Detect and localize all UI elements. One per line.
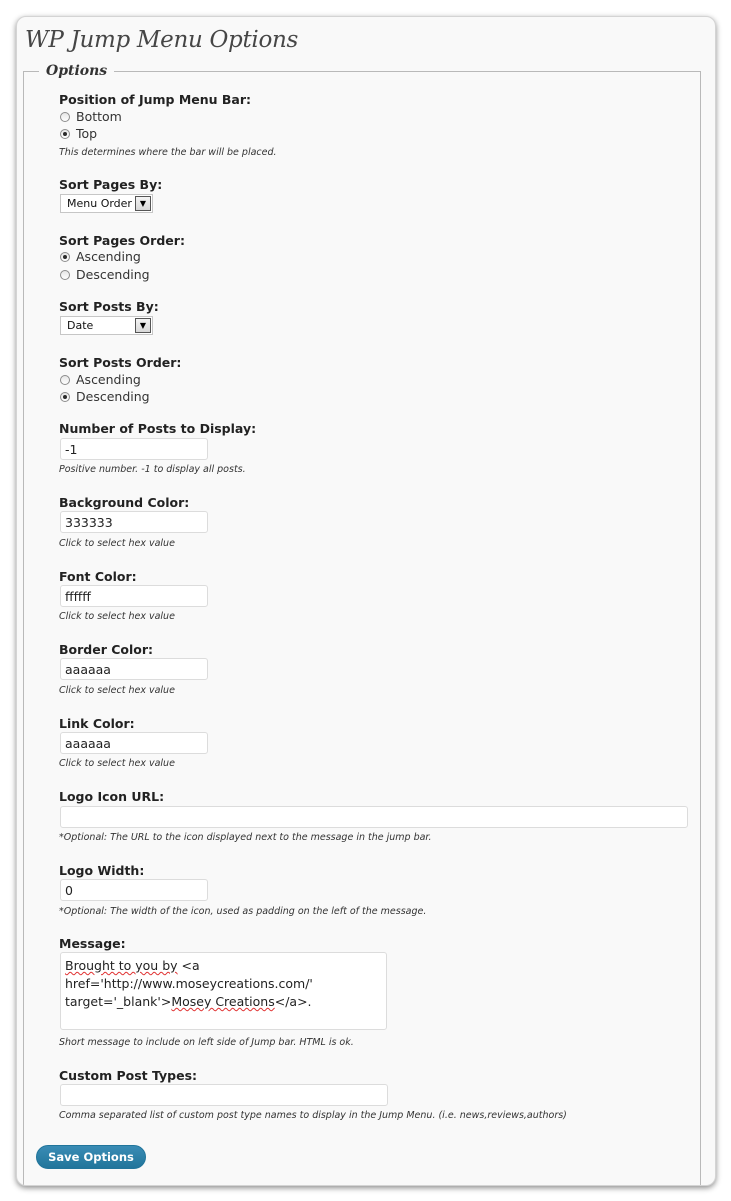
radio-button[interactable] — [60, 392, 70, 402]
border-color-label: Border Color: — [59, 642, 154, 657]
options-panel — [16, 16, 716, 1186]
sort-posts-by-label: Sort Posts By: — [59, 299, 159, 314]
fieldset-legend: Options — [39, 63, 114, 79]
bg-color-label: Background Color: — [59, 495, 190, 510]
message-label: Message: — [59, 936, 126, 951]
message-textarea[interactable] — [60, 952, 387, 1030]
font-color-input[interactable]: ffffff — [60, 585, 208, 607]
position-label: Position of Jump Menu Bar: — [59, 92, 252, 107]
message-line-1 — [65, 957, 382, 975]
page-title: WP Jump Menu Options — [25, 27, 299, 53]
font-color-label: Font Color: — [59, 569, 137, 584]
bg-color-input[interactable]: 333333 — [60, 511, 208, 533]
logo-url-input[interactable] — [60, 806, 688, 828]
logo-width-input[interactable]: 0 — [60, 879, 208, 901]
logo-width-hint: *Optional: The width of the icon, used as padding on the left of the message. — [59, 906, 427, 917]
radio-label: Ascending — [76, 249, 141, 264]
num-posts-label: Number of Posts to Display: — [59, 421, 257, 436]
link-color-input[interactable]: aaaaaa — [60, 732, 208, 754]
radio-button[interactable] — [60, 252, 70, 262]
sort-posts-order-descending[interactable] — [60, 389, 150, 404]
logo-url-label: Logo Icon URL: — [59, 789, 165, 804]
message-text: target='_blank'> — [65, 994, 172, 1009]
bg-color-hint: Click to select hex value — [59, 538, 175, 549]
sort-posts-order-ascending[interactable] — [60, 372, 141, 387]
custom-post-types-hint: Comma separated list of custom post type names to display in the Jump Menu. (i.e. news,reviews,authors) — [59, 1110, 567, 1121]
sort-posts-by-select[interactable] — [60, 316, 153, 335]
chevron-down-icon[interactable]: ▼ — [135, 196, 151, 211]
radio-button[interactable] — [60, 270, 70, 280]
link-color-label: Link Color: — [59, 716, 135, 731]
border-color-input[interactable]: aaaaaa — [60, 658, 208, 680]
radio-label: Descending — [76, 389, 150, 404]
chevron-down-icon[interactable]: ▼ — [135, 318, 151, 333]
logo-url-hint: *Optional: The URL to the icon displayed next to the message in the jump bar. — [59, 832, 432, 843]
select-value: Menu Order — [67, 197, 132, 210]
sort-pages-order-label: Sort Pages Order: — [59, 233, 185, 248]
radio-button[interactable] — [60, 112, 70, 122]
position-radio-bottom[interactable] — [60, 109, 122, 124]
save-options-button[interactable]: Save Options — [36, 1145, 146, 1169]
logo-width-label: Logo Width: — [59, 863, 145, 878]
radio-button[interactable] — [60, 375, 70, 385]
radio-button[interactable] — [60, 129, 70, 139]
num-posts-hint: Positive number. -1 to display all posts. — [59, 464, 246, 475]
select-value: Date — [67, 319, 94, 332]
sort-pages-order-ascending[interactable] — [60, 249, 141, 264]
position-hint: This determines where the bar will be placed. — [59, 147, 277, 158]
link-color-hint: Click to select hex value — [59, 758, 175, 769]
message-text: Mosey Creations — [171, 994, 275, 1009]
message-line-2: href='http://www.moseycreations.com/' — [65, 976, 313, 991]
message-text: Brought to you by — [65, 958, 178, 973]
message-text: <a — [177, 958, 200, 973]
sort-pages-order-descending[interactable] — [60, 267, 150, 282]
sort-pages-by-select[interactable] — [60, 194, 153, 213]
sort-posts-order-label: Sort Posts Order: — [59, 355, 182, 370]
message-hint: Short message to include on left side of Jump bar. HTML is ok. — [59, 1037, 354, 1048]
message-text: </a>. — [274, 994, 312, 1009]
radio-label: Bottom — [76, 109, 122, 124]
font-color-hint: Click to select hex value — [59, 611, 175, 622]
radio-label: Top — [76, 126, 98, 141]
num-posts-input[interactable]: -1 — [60, 438, 208, 460]
message-line-3 — [65, 993, 382, 1011]
custom-post-types-input[interactable] — [60, 1084, 388, 1106]
radio-label: Descending — [76, 267, 150, 282]
radio-label: Ascending — [76, 372, 141, 387]
position-radio-top[interactable] — [60, 126, 97, 141]
sort-pages-by-label: Sort Pages By: — [59, 177, 163, 192]
border-color-hint: Click to select hex value — [59, 685, 175, 696]
custom-post-types-label: Custom Post Types: — [59, 1068, 198, 1083]
